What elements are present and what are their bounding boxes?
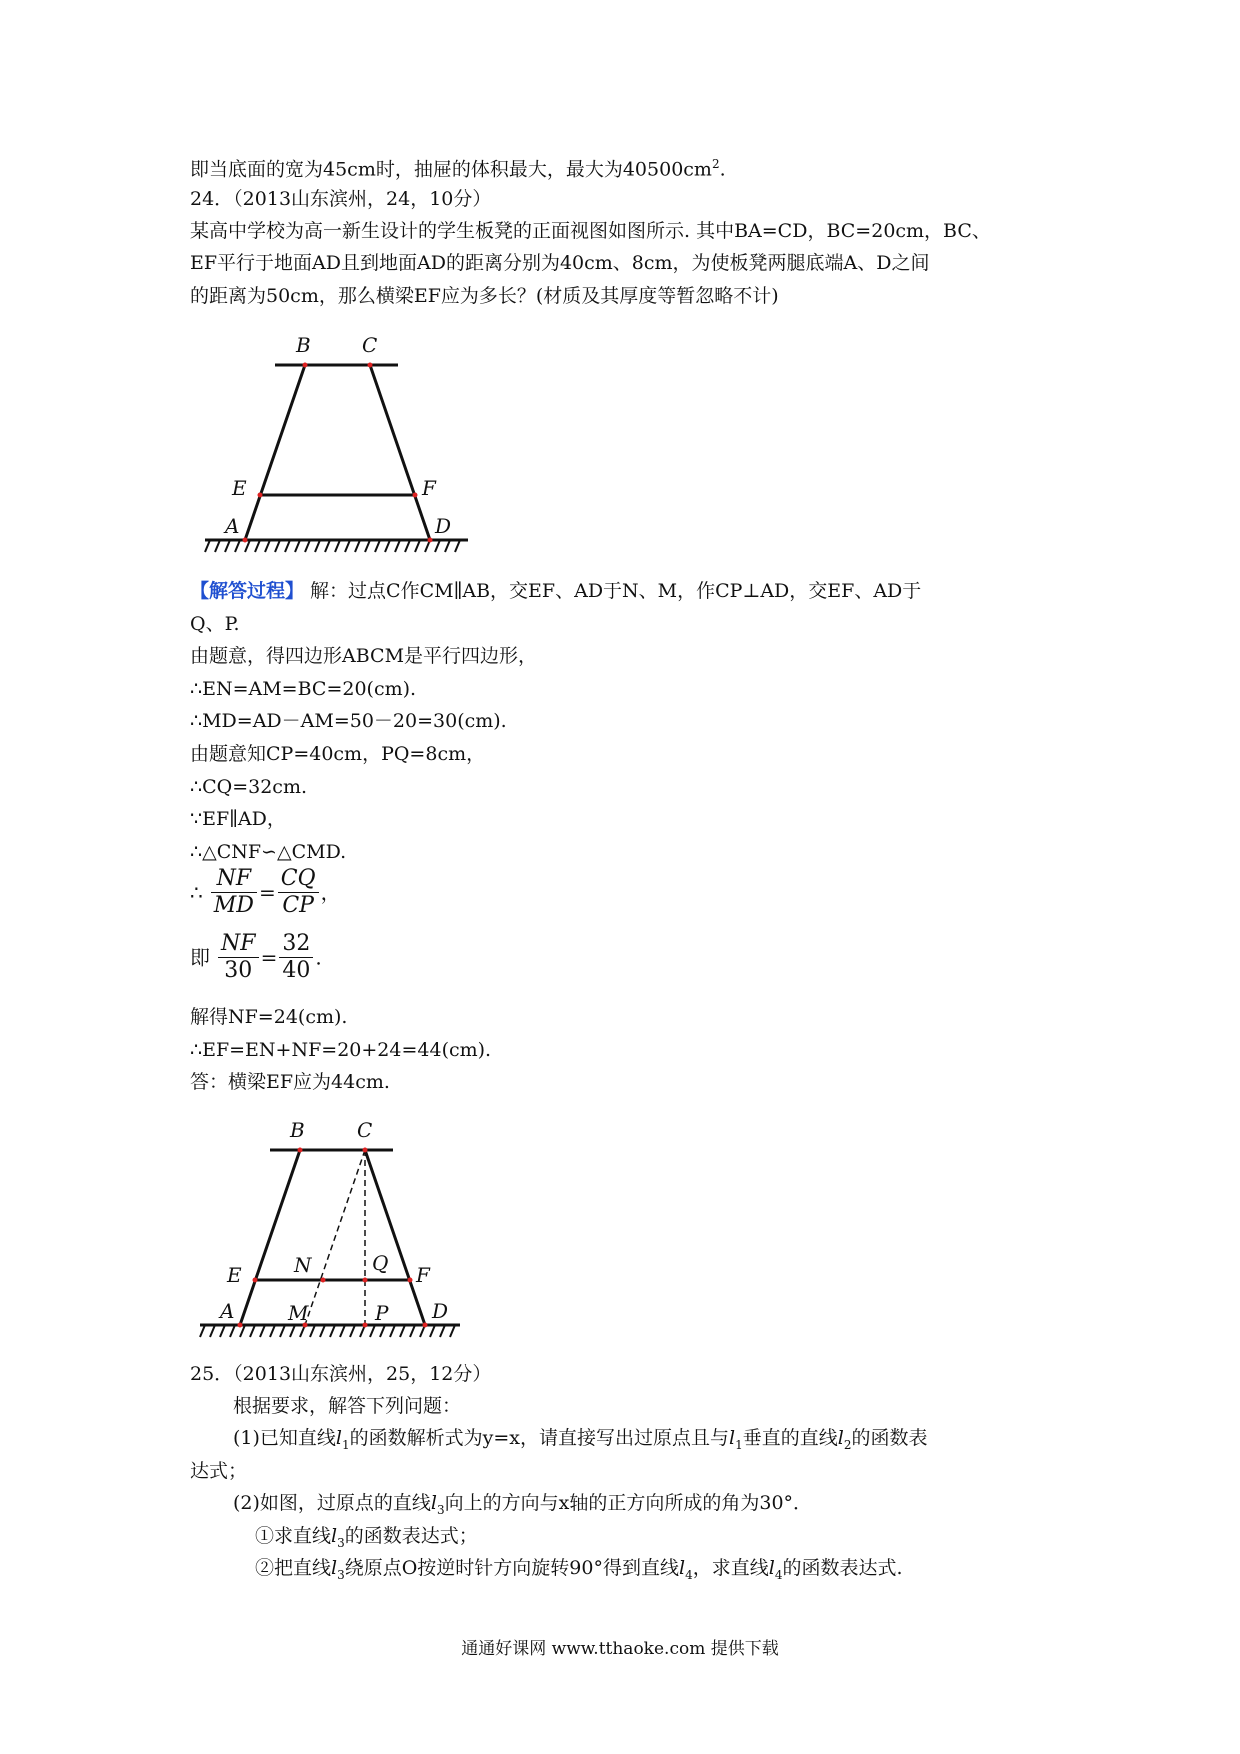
ground-hatching xyxy=(205,540,460,552)
vertex-dots xyxy=(238,1148,428,1328)
solution-first-line xyxy=(190,582,921,601)
fraction-nf-md: $\frac{NF}{MD}$ xyxy=(211,868,257,917)
q25-header: 25．（2013山东滨州，25，12分） xyxy=(190,1363,492,1385)
label-q: Q xyxy=(372,1251,389,1275)
stool-solution-figure xyxy=(190,1110,480,1345)
solution-first-text: 解：过点C作CM∥AB，交EF、AD于N、M，作CP⊥AD，交EF、AD于 xyxy=(304,580,922,602)
label-d: D xyxy=(435,514,452,538)
solution-answer: 答：横梁EF应为44cm. xyxy=(190,1071,390,1093)
label-a: A xyxy=(220,1299,235,1323)
fraction-cq-cp: $\frac{CQ}{CP}$ xyxy=(278,868,319,917)
label-d: D xyxy=(432,1299,449,1323)
vertex-dots xyxy=(243,363,433,543)
solution-tag: 【解答过程】 xyxy=(190,580,305,602)
page-footer: 通通好课网 www.tthaoke.com 提供下载 xyxy=(461,1639,779,1659)
leg-ab xyxy=(240,1150,300,1325)
superscript: 2 xyxy=(711,157,720,171)
q24-header: 24．（2013山东滨州，24，10分） xyxy=(190,188,492,210)
label-n: N xyxy=(294,1253,312,1277)
label-b: B xyxy=(290,1118,305,1142)
fraction-32-40: $\frac{32}{40}$ xyxy=(279,933,313,982)
solution-step-7: ∴△CNF∽△CMD. xyxy=(190,841,347,863)
leg-cd xyxy=(365,1150,425,1325)
top-line-text: 即当底面的宽为45cm时，抽屉的体积最大，最大为40500cm xyxy=(190,158,712,181)
leg-cd xyxy=(370,365,430,540)
line-cm xyxy=(305,1150,365,1325)
q24-body-1: 某高中学校为高一新生设计的学生板凳的正面视图如图所示. 其中BA=CD，BC=20cm，BC、 xyxy=(190,220,991,242)
q24-body-3: 的距离为50cm，那么横梁EF应为多长？(材质及其厚度等暂忽略不计) xyxy=(190,285,779,307)
top-line xyxy=(190,158,726,179)
label-f: F xyxy=(416,1263,430,1287)
label-a: A xyxy=(225,514,240,538)
solution-step-4: 由题意知CP=40cm，PQ=8cm， xyxy=(190,743,486,765)
solution-step-5: ∴CQ=32cm. xyxy=(190,776,307,798)
q25-part1: (1)已知直线$l_1$的函数解析式为y=x，请直接写出过原点且与$l_1$垂直的直线$l_2$的函数表 xyxy=(233,1427,928,1452)
therefore-symbol: ∴ xyxy=(190,880,203,905)
solution-step-6: ∵EF∥AD， xyxy=(190,808,286,830)
label-b: B xyxy=(296,333,311,357)
label-c: C xyxy=(362,333,378,357)
solution-step-3: ∴MD=AD－AM=50－20=30(cm). xyxy=(190,710,507,732)
solution-after-1: 解得NF=24(cm). xyxy=(190,1006,348,1028)
fraction-nf-30: $\frac{NF}{30}$ xyxy=(218,933,259,982)
label-f: F xyxy=(422,476,436,500)
ground-hatching xyxy=(200,1325,455,1337)
solution-first-cont: Q、P. xyxy=(190,613,240,635)
leg-ab xyxy=(245,365,305,540)
solution-step-2: ∴EN=AM=BC=20(cm). xyxy=(190,678,417,700)
ratio-equation-2: 即 $\frac{NF}{30}$ = $\frac{32}{40}$ . xyxy=(190,931,322,983)
q25-intro: 根据要求，解答下列问题： xyxy=(233,1395,462,1417)
label-m: M xyxy=(288,1301,309,1325)
stool-figure xyxy=(190,330,480,560)
q25-part1-cont: 达式； xyxy=(190,1460,248,1482)
q25-sub1: ①求直线$l_3$的函数表达式； xyxy=(255,1525,478,1550)
label-c: C xyxy=(357,1118,373,1142)
q25-sub2: ②把直线$l_3$绕原点O按逆时针方向旋转90°得到直线$l_4$，求直线$l_4$的函数表达式. xyxy=(255,1557,903,1582)
top-line-tail: . xyxy=(719,158,726,181)
solution-step-1: 由题意，得四边形ABCM是平行四边形， xyxy=(190,645,538,667)
ratio-equation-1: ∴ $\frac{NF}{MD}$ = $\frac{CQ}{CP}$ ， xyxy=(190,866,341,918)
label-e: E xyxy=(232,476,247,500)
label-e: E xyxy=(227,1263,242,1287)
solution-after-2: ∴EF=EN+NF=20+24=44(cm). xyxy=(190,1039,492,1061)
q25-part2: (2)如图，过原点的直线$l_3$向上的方向与x轴的正方向所成的角为30°． xyxy=(233,1492,813,1517)
label-p: P xyxy=(375,1301,389,1325)
ji-prefix: 即 xyxy=(190,945,210,970)
q24-body-2: EF平行于地面AD且到地面AD的距离分别为40cm、8cm，为使板凳两腿底端A、D之间 xyxy=(190,252,930,274)
